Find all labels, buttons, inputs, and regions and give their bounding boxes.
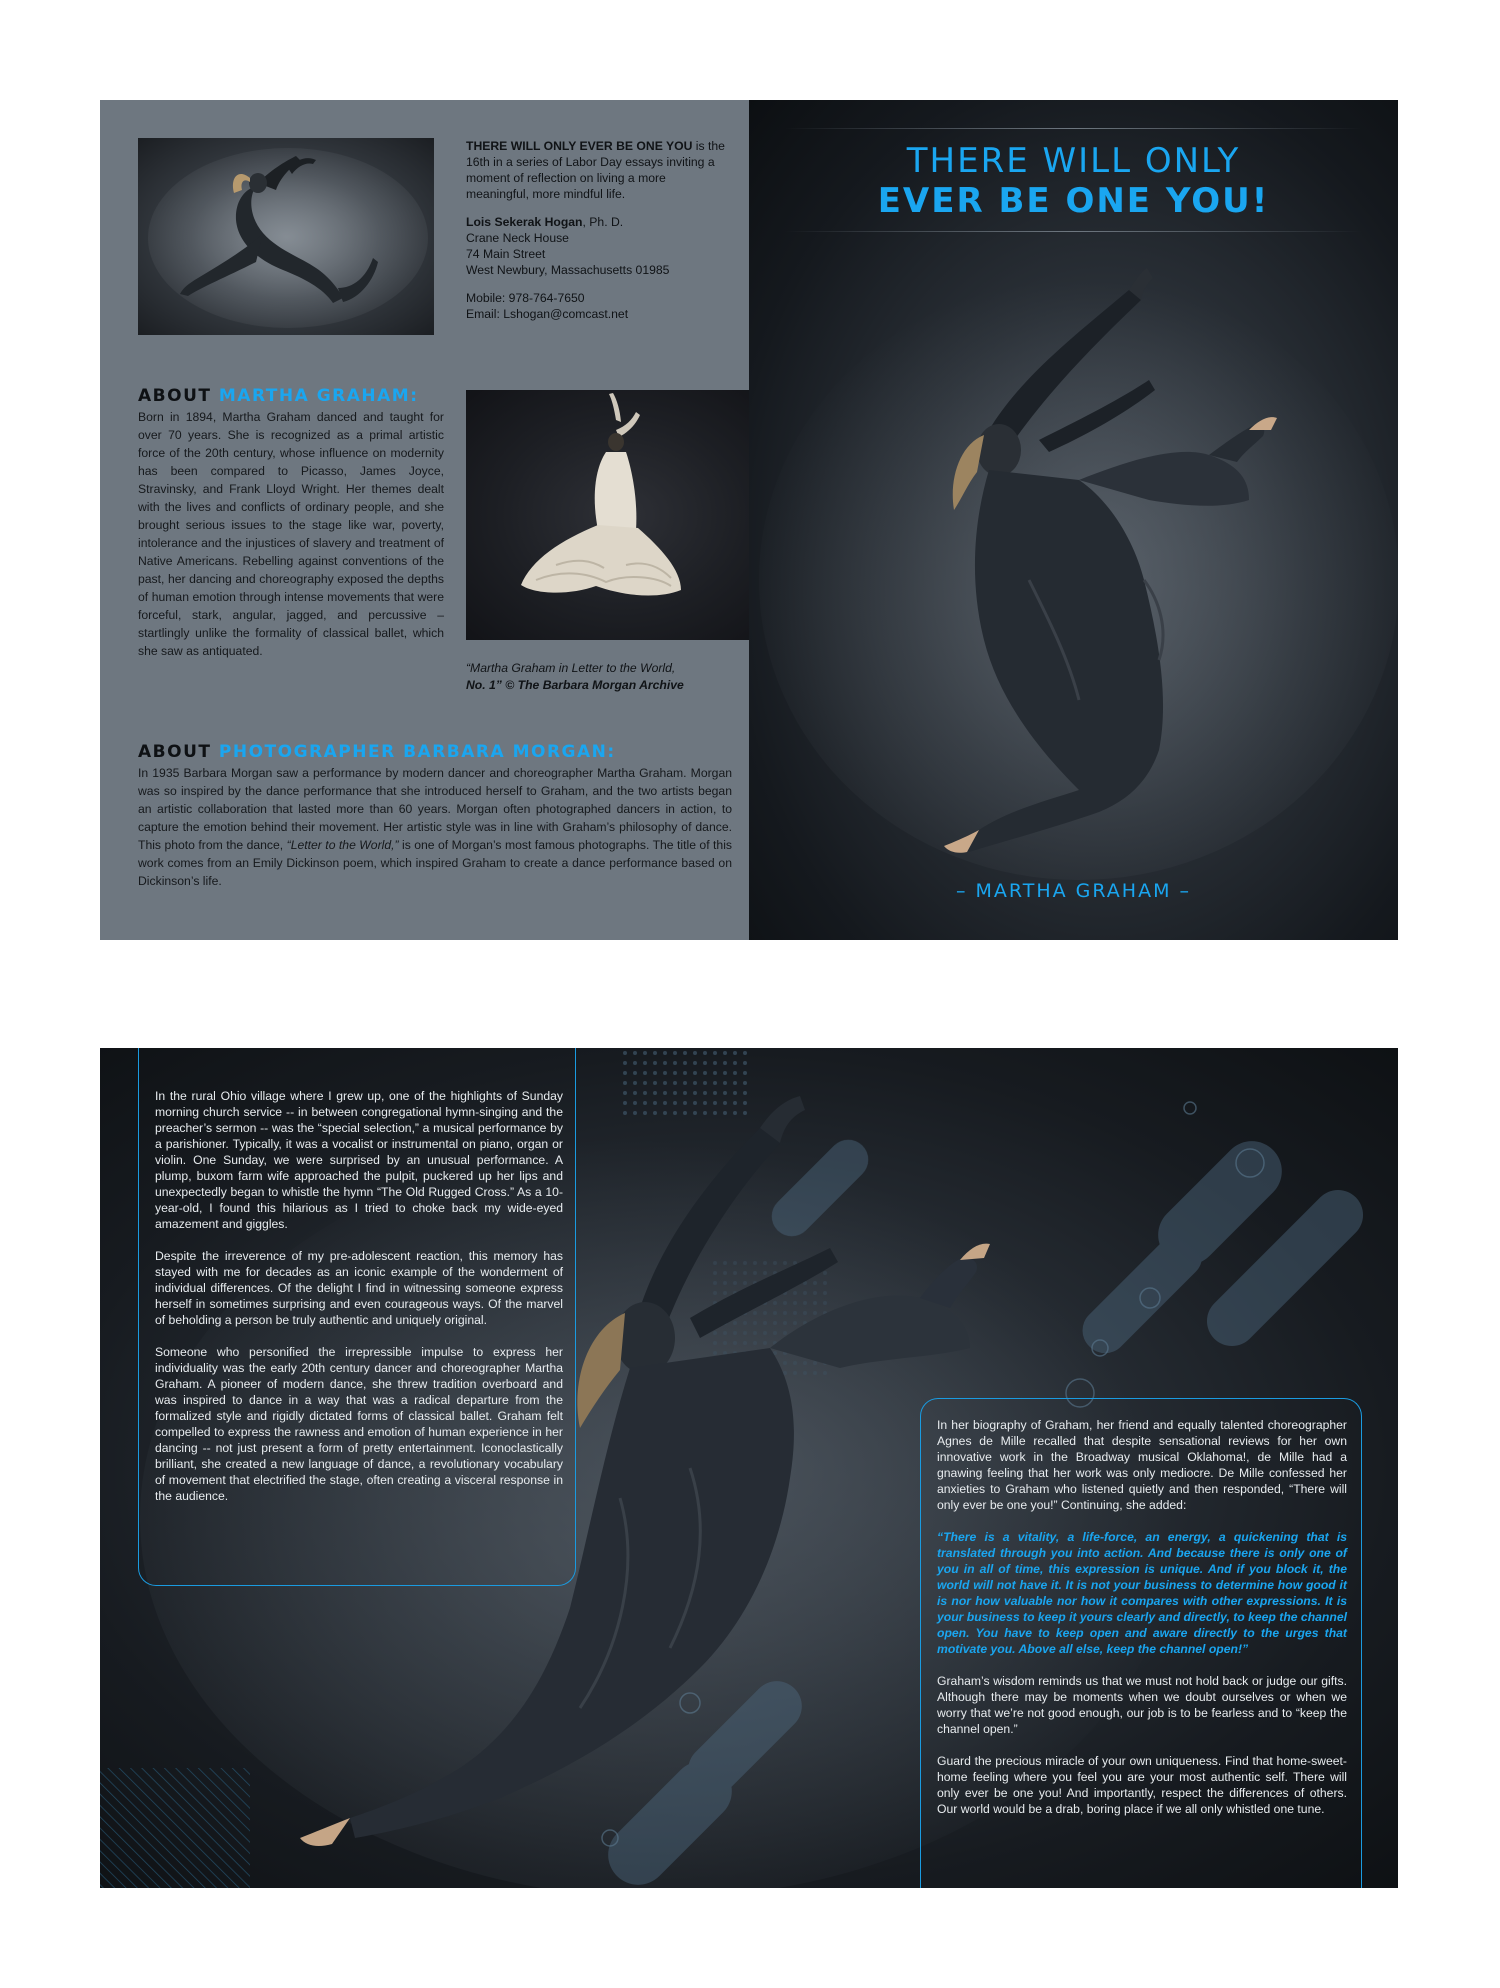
caption-line-1: “Martha Graham in Letter to the World, xyxy=(466,661,676,675)
mobile-number: Mobile: 978-764-7650 xyxy=(466,291,585,305)
essay-paragraph: In her biography of Graham, her friend and equally talented choreographer Agnes de Mille recalled that despite sensational reviews for her own innovative work in the Broadway musical Oklahoma!, de Mille had a gnawing feeling that her work was only mediocre. De Mille confessed her anxieties to Graham who listened quietly and then responded, “There will only ever be one you!” Continuing, she added: xyxy=(937,1418,1347,1512)
body-italic: “Letter to the World,” xyxy=(286,838,399,852)
graham-archive-photo xyxy=(466,390,749,640)
spread-inside xyxy=(100,1048,1398,1888)
address-line: West Newbury, Massachusetts 01985 xyxy=(466,263,670,277)
about-morgan-body xyxy=(138,764,732,890)
address-line: Crane Neck House xyxy=(466,231,569,245)
heading-highlight: PHOTOGRAPHER BARBARA MORGAN: xyxy=(218,742,616,762)
heading-prefix: ABOUT xyxy=(138,742,219,762)
dancer-photo-small xyxy=(138,138,434,335)
address-block xyxy=(466,214,731,278)
cover-title-line-1: THERE WILL ONLY xyxy=(906,141,1241,181)
about-morgan-section xyxy=(138,742,732,890)
spread-front xyxy=(100,100,1398,940)
essay-paragraph: Despite the irreverence of my pre-adolescent reaction, this memory has stayed with me for decades as an iconic example of the wonderment of individual differences. Of the delight I find in witnessing someone express herself in sometimes surprising and even courageous ways. Of the marvel of beholding a person be truly authentic and uniquely original. xyxy=(155,1249,563,1327)
cover-attribution: – MARTHA GRAHAM – xyxy=(955,880,1192,902)
intro-paragraph xyxy=(466,138,731,202)
essay-left-text xyxy=(155,1088,563,1520)
body-text: is one of Morgan’s most famous photographs. The title of this work comes from an Emily Dickinson poem, which inspired Graham to create a dance performance based on Dickinson’s life. xyxy=(138,838,732,888)
author-name: Lois Sekerak Hogan xyxy=(466,215,583,229)
essay-paragraph: In the rural Ohio village where I grew up, one of the highlights of Sunday morning church service -- in between congregational hymn-singing and the preacher’s sermon -- was the “special selection,” a musical performance by a parishioner. Typically, it was a vocalist or instrumental on piano, organ or violin. One Sunday, we were surprised by an unusual performance. A plump, buxom farm wife approached the pulpit, puckered up her lips and unexpectedly began to whistle the hymn “The Old Rugged Cross.” As a 10-year-old, I found this hilarious as I tried to choke back my wide-eyed amazement and giggles. xyxy=(155,1089,563,1231)
photo-caption xyxy=(466,660,749,694)
about-graham-heading xyxy=(138,386,444,406)
title-rule-bottom xyxy=(785,231,1362,232)
heading-prefix: ABOUT xyxy=(138,386,219,406)
graham-quote: “There is a vitality, a life-force, an energy, a quickening that is translated through you into action. And because there is only one of you in all of time, this expression is unique. And if you block it, the world will not have it. It is not your business to determine how good it is nor how valuable nor how it compares with other expressions. It is your business to keep it yours clearly and directly, to keep the channel open. You have to keep open and aware directly to the urges that motivate you. Above all else, keep the channel open!” xyxy=(937,1530,1347,1656)
author-suffix: , Ph. D. xyxy=(582,215,624,229)
caption-line-2: No. 1” © The Barbara Morgan Archive xyxy=(466,678,684,692)
about-morgan-heading xyxy=(138,742,732,762)
cover-panel xyxy=(749,100,1398,940)
about-graham-body: Born in 1894, Martha Graham danced and taught for over 70 years. She is recognized as a primal artistic force of the 20th century, whose influence on modernity has been compared to Picasso, James Joyce, Stravinsky, and Frank Lloyd Wright. Her themes dealt with the lives and conflicts of ordinary people, and she brought serious issues to the stage like war, poverty, intolerance and the injustices of slavery and treatment of Native Americans. Rebelling against conventions of the past, her dancing and choreography exposed the depths of human emotion through intense movements that were forceful, stark, angular, jagged, and percussive – startlingly unlike the formality of classical ballet, which she saw as antiquated. xyxy=(138,410,444,658)
about-graham-section xyxy=(138,386,444,660)
cover-title-block xyxy=(785,128,1362,232)
body-text: In 1935 Barbara Morgan saw a performance by modern dancer and choreographer Martha Graham. Morgan was so inspired by the dance performance that she introduced herself to Graham, and the two artists began an artistic collaboration that lasted more than 60 years. Morgan often photographed dancers in action, to capture the emotion behind their movement. Her artistic style was in line with Graham’s philosophy of dance. This photo from the dance, xyxy=(138,766,732,852)
phone-email-block xyxy=(466,290,731,322)
title-rule-top xyxy=(785,128,1362,129)
intro-title: THERE WILL ONLY EVER BE ONE YOU xyxy=(466,139,693,153)
contact-block xyxy=(466,138,731,334)
essay-paragraph: Guard the precious miracle of your own uniqueness. Find that home-sweet-home feeling where you feel you are your most authentic self. There will only ever be one you! And importantly, respect the differences of others. Our world would be a drab, boring place if we all only whistled one tune. xyxy=(937,1754,1347,1816)
essay-paragraph: Someone who personified the irrepressible impulse to express her individuality was the early 20th century dancer and choreographer Martha Graham. A pioneer of modern dance, she threw tradition overboard and was inspired to dance in a way that was a radical departure from the formalized style and rigidly dictated forms of classical ballet. Graham felt compelled to express the rawness and emotion of human experience in her dancing -- not just present a form of pretty entertainment. Iconoclastically brilliant, she created a new language of dance, a revolutionary vocabulary of movement that electrified the stage, often creating a visceral response in the audience. xyxy=(155,1345,563,1503)
essay-paragraph: Graham’s wisdom reminds us that we must not hold back or judge our gifts. Although there may be moments when we doubt ourselves or when we worry that we’re not good enough, our job is to be fearless and to “keep the channel open.” xyxy=(937,1674,1347,1736)
inside-panel xyxy=(100,100,749,940)
intro-text: is the 16th in a series of Labor Day essays inviting a moment of reflection on living a more meaningful, more mindful life. xyxy=(466,139,725,201)
cover-title-line-2: EVER BE ONE YOU! xyxy=(877,181,1270,221)
essay-right-text xyxy=(937,1417,1347,1833)
essay-right-panel xyxy=(920,1398,1362,1888)
address-line: 74 Main Street xyxy=(466,247,546,261)
essay-left-panel xyxy=(138,1048,576,1586)
heading-highlight: MARTHA GRAHAM: xyxy=(218,386,419,406)
email-address[interactable]: Email: Lshogan@comcast.net xyxy=(466,307,629,321)
